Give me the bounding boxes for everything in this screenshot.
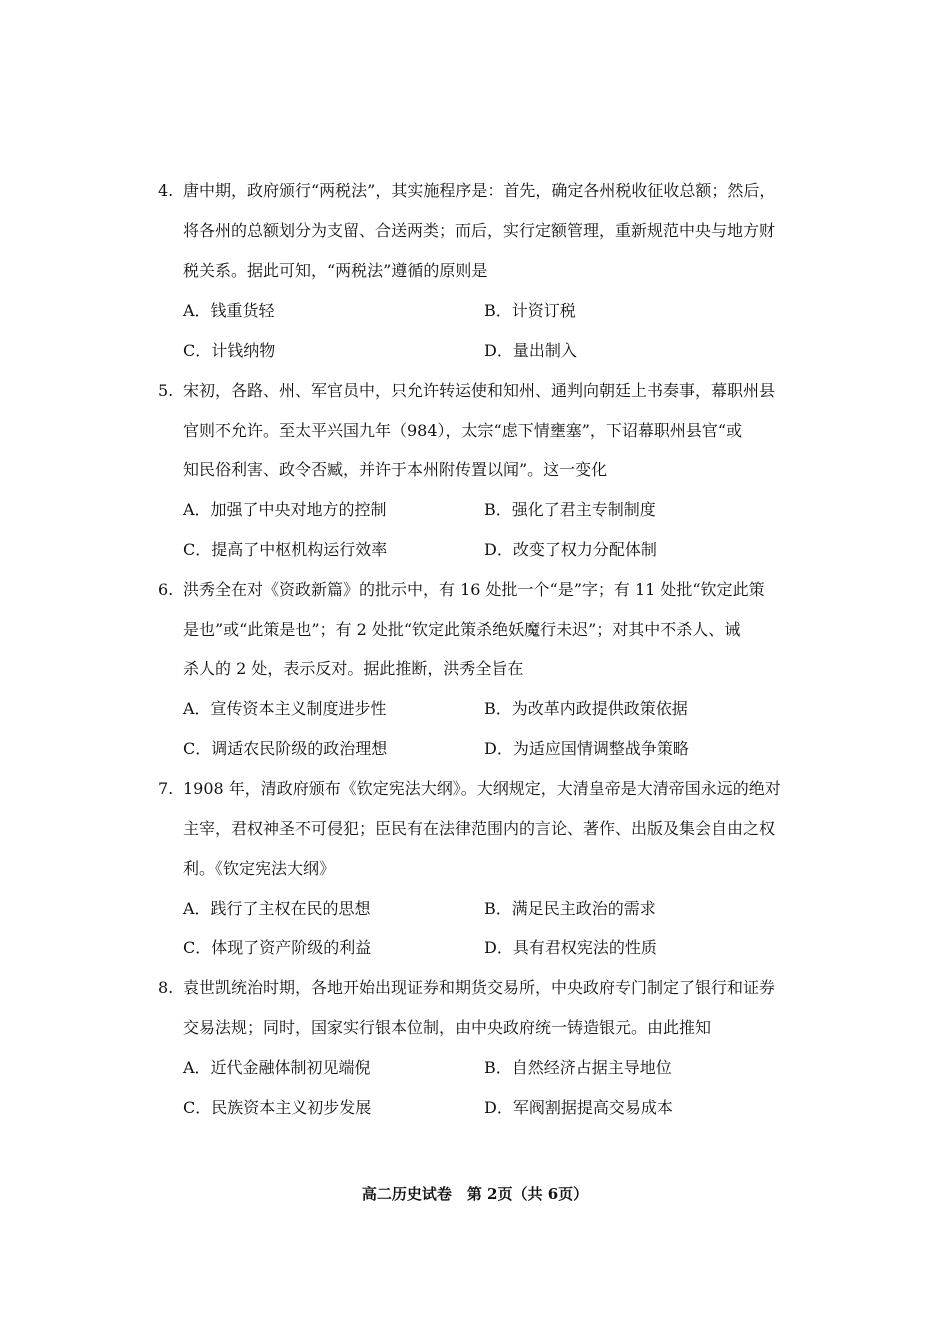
question-text-line: 洪秀全在对《资政新篇》的批示中，有 16 处批一个“是”字；有 11 处批“钦定此策 <box>183 580 765 599</box>
option-d: D．为适应国情调整战争策略 <box>484 739 689 758</box>
option-a: A．近代金融体制初见端倪 <box>183 1058 371 1077</box>
question-text-line: 1908 年，清政府颁布《钦定宪法大纲》。大纲规定，大清皇帝是大清帝国永远的绝对 <box>183 779 781 798</box>
question-text-line: 是也”或“此策是也”；有 2 处批“钦定此策杀绝妖魔行未迟”；对其中不杀人、诫 <box>183 620 741 639</box>
option-b: B．计资订税 <box>484 301 576 320</box>
question-text-line: 主宰，君权神圣不可侵犯；臣民有在法律范围内的言论、著作、出版及集会自由之权 <box>183 819 776 838</box>
question-text-line: 袁世凯统治时期，各地开始出现证券和期货交易所，中央政府专门制定了银行和证券 <box>183 978 776 997</box>
question-number: 6. <box>158 580 174 599</box>
option-a: A．践行了主权在民的思想 <box>183 899 371 918</box>
option-d: D．改变了权力分配体制 <box>484 540 657 559</box>
question-text-line: 官则不允许。至太平兴国九年（984），太宗“虑下情壅塞”，下诏幕职州县官“或 <box>183 421 743 440</box>
option-c: C．提高了中枢机构运行效率 <box>183 540 388 559</box>
question-text-line: 唐中期，政府颁行“两税法”，其实施程序是：首先，确定各州税收征收总额；然后， <box>183 181 776 200</box>
option-c: C．调适农民阶级的政治理想 <box>183 739 388 758</box>
option-a: A．加强了中央对地方的控制 <box>183 500 387 519</box>
question-text-line: 将各州的总额划分为支留、合送两类；而后，实行定额管理，重新规范中央与地方财 <box>183 221 776 240</box>
option-c: C．体现了资产阶级的利益 <box>183 938 372 957</box>
option-b: B．为改革内政提供政策依据 <box>484 699 688 718</box>
option-d: D．量出制入 <box>484 341 577 360</box>
option-a: A．宣传资本主义制度进步性 <box>183 699 387 718</box>
option-a: A．钱重货轻 <box>183 301 275 320</box>
question-text-line: 宋初，各路、州、军官员中，只允许转运使和知州、通判向朝廷上书奏事，幕职州县 <box>183 381 776 400</box>
option-b: B．自然经济占据主导地位 <box>484 1058 672 1077</box>
question-number: 7. <box>158 779 174 798</box>
question-number: 5. <box>158 381 174 400</box>
option-b: B．强化了君主专制制度 <box>484 500 656 519</box>
question-text-line: 杀人的 2 处，表示反对。据此推断，洪秀全旨在 <box>183 659 524 678</box>
option-c: C．民族资本主义初步发展 <box>183 1098 372 1117</box>
question-text-line: 利。《钦定宪法大纲》 <box>183 859 336 878</box>
question-number: 8. <box>158 978 174 997</box>
option-d: D．具有君权宪法的性质 <box>484 938 657 957</box>
question-number: 4. <box>158 181 174 200</box>
option-c: C．计钱纳物 <box>183 341 276 360</box>
question-text-line: 交易法规；同时，国家实行银本位制，由中央政府统一铸造银元。由此推知 <box>183 1018 712 1037</box>
question-text-line: 税关系。据此可知，“两税法”遵循的原则是 <box>183 261 488 280</box>
page-footer: 高二历史试卷 第 2页（共 6页） <box>361 1185 589 1203</box>
option-b: B．满足民主政治的需求 <box>484 899 656 918</box>
option-d: D．军阀割据提高交易成本 <box>484 1098 673 1117</box>
question-text-line: 知民俗利害、政令否臧，并许于本州附传置以闻”。这一变化 <box>183 460 608 479</box>
